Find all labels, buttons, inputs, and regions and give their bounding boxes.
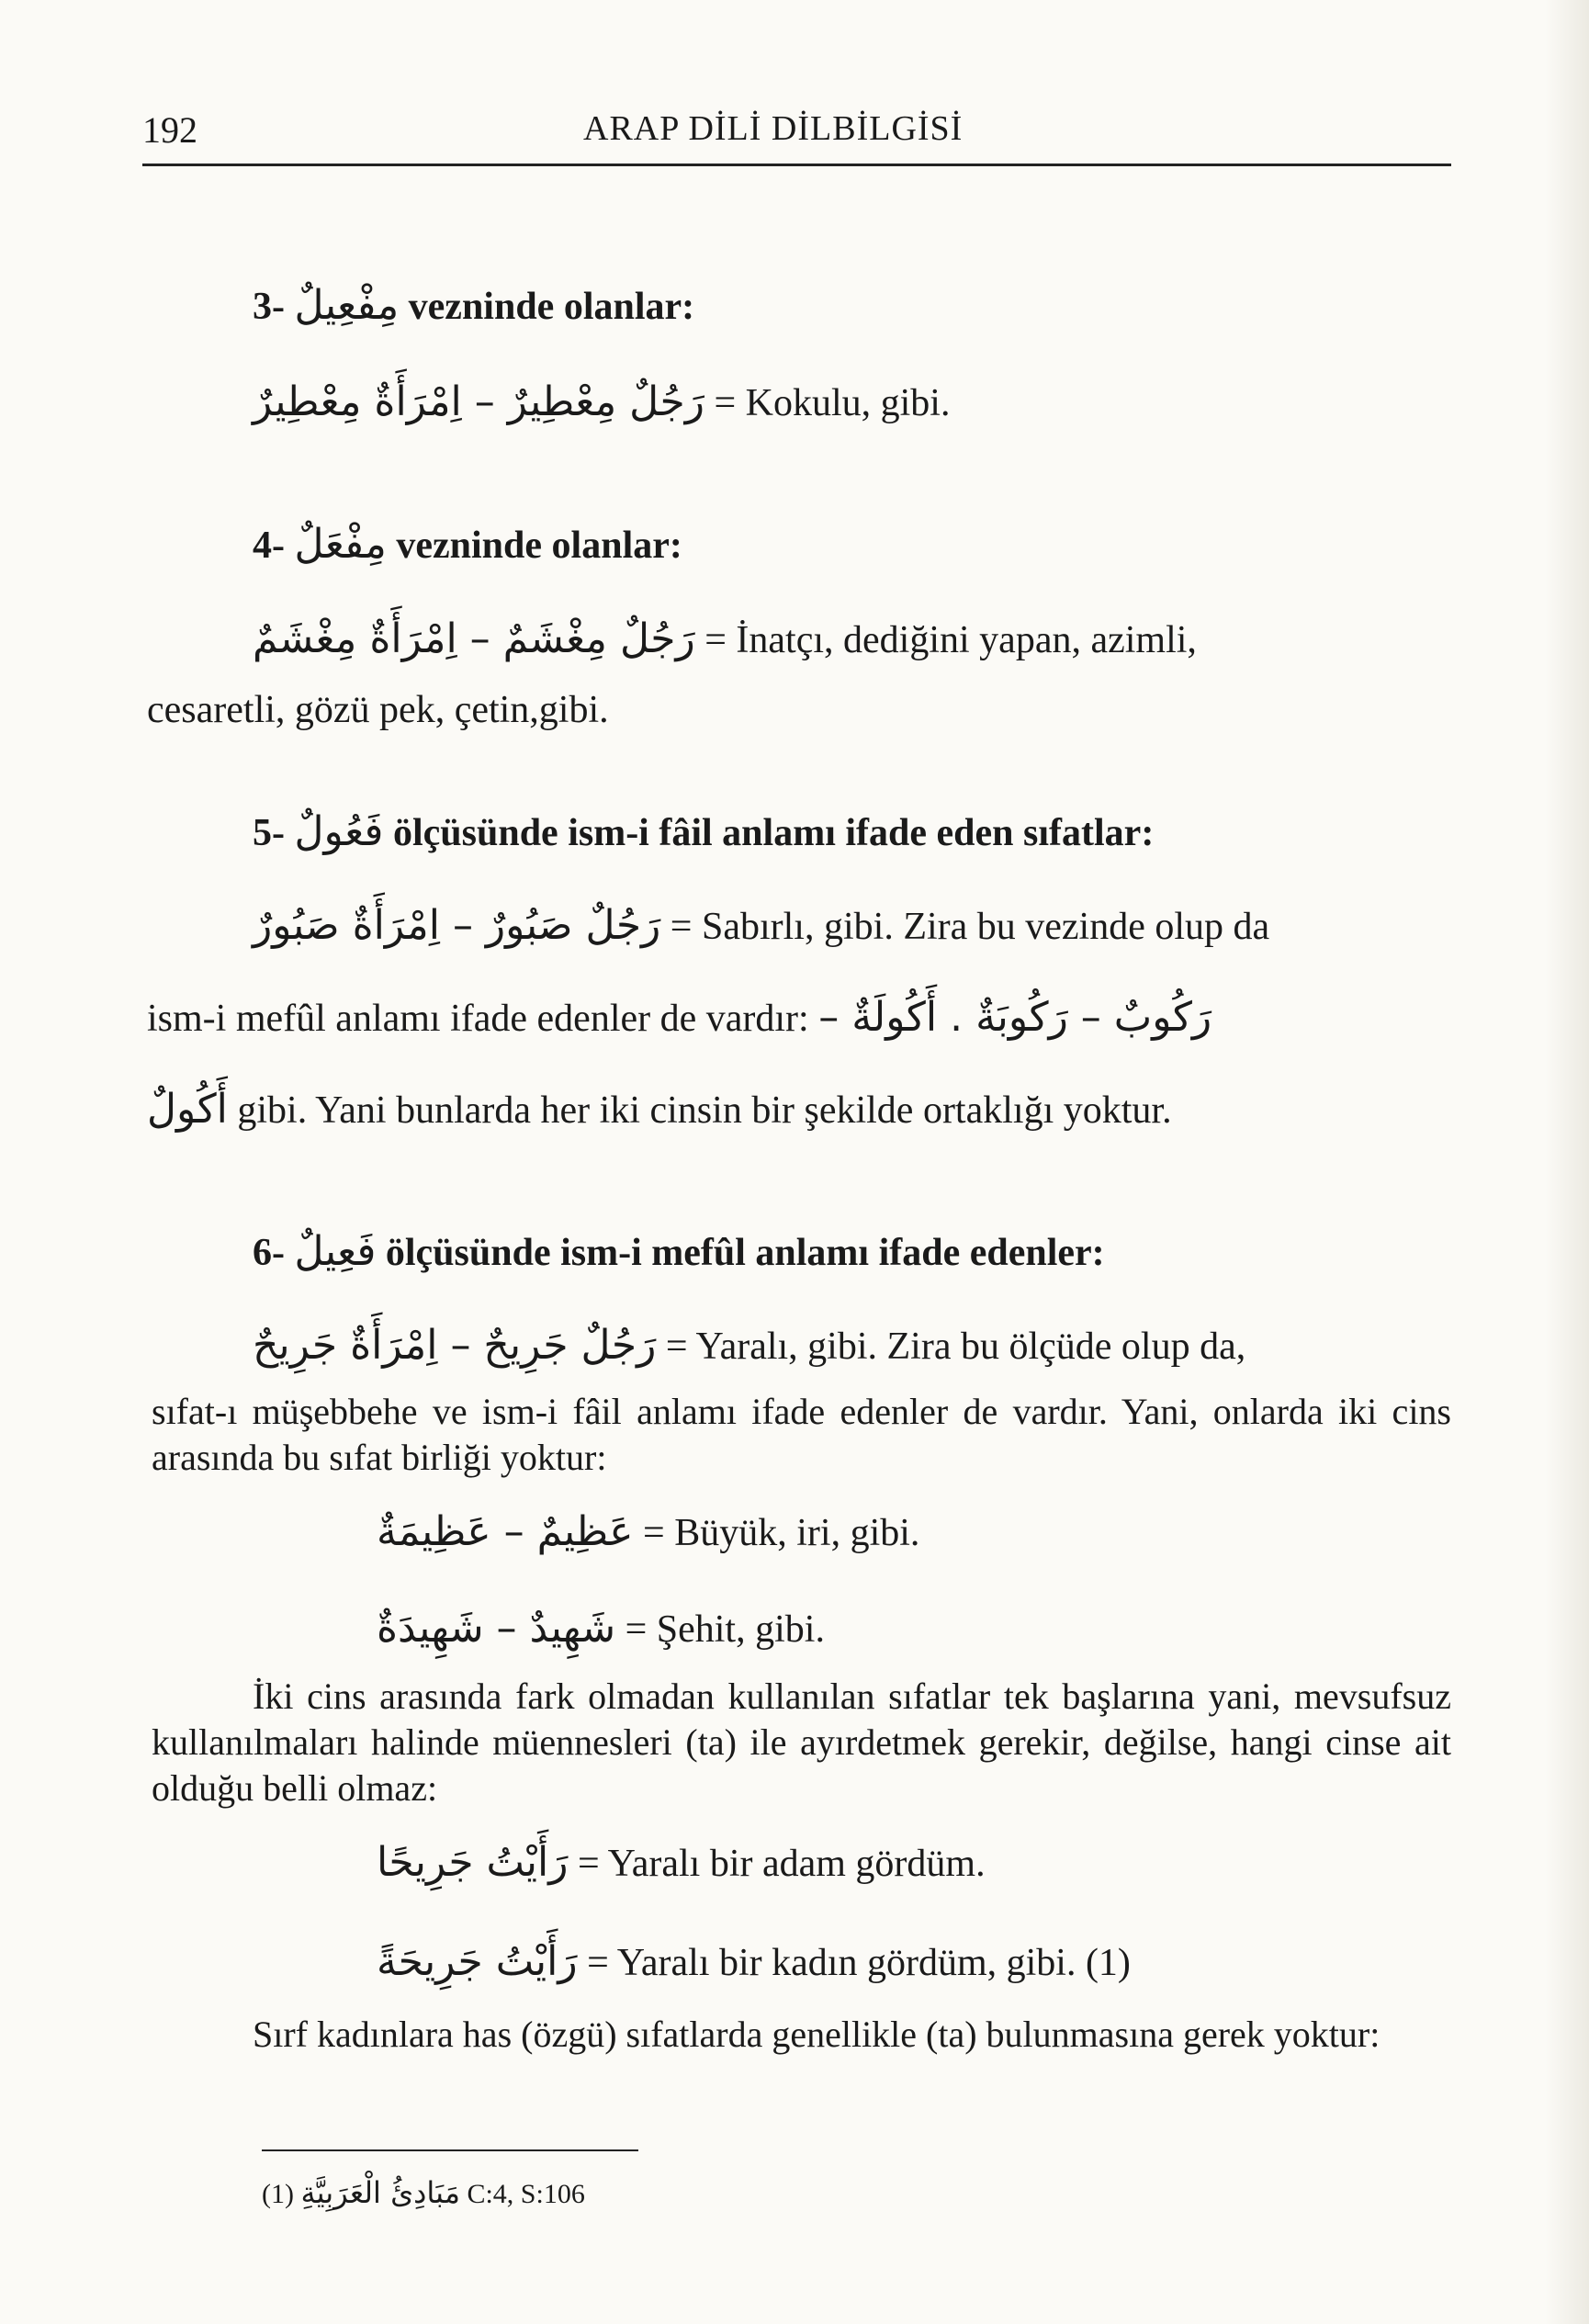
example-meaning: = Şehit, gibi. bbox=[625, 1608, 825, 1651]
example-meaning: = İnatçı, dediğini yapan, azimli, bbox=[704, 619, 1197, 661]
page-header bbox=[142, 108, 1451, 166]
footnote-divider bbox=[262, 2149, 638, 2151]
example-meaning: = Kokulu, gibi. bbox=[714, 382, 951, 424]
section-heading-text: vezninde olanlar: bbox=[396, 525, 682, 567]
example-meaning: = Yaralı bir kadın gördüm, gibi. (1) bbox=[587, 1942, 1131, 1984]
example-meaning: = Yaralı bir adam gördüm. bbox=[577, 1843, 986, 1885]
example-meaning: = Yaralı, gibi. Zira bu ölçüde olup da, bbox=[665, 1326, 1246, 1368]
example-arabic: شَهِيدٌ – شَهِيدَةٌ bbox=[377, 1605, 616, 1652]
section-4-heading bbox=[0, 519, 1589, 571]
footnote bbox=[262, 2175, 585, 2210]
paragraph: Sırf kadınlara has (özgü) sıfatlarda genellikle (ta) bulunmasına gerek yoktur: bbox=[253, 2014, 1381, 2055]
example-arabic: رَأَيْتُ جَرِيحَةً bbox=[377, 1938, 578, 1985]
page-gutter bbox=[1545, 0, 1589, 2324]
example-continuation bbox=[0, 1084, 1589, 1136]
example-arabic: رَجُلٌ جَرِيحٌ – اِمْرَأَةٌ جَرِيحٌ bbox=[253, 1322, 657, 1369]
example-line bbox=[0, 1320, 1589, 1372]
example-line bbox=[0, 614, 1589, 666]
section-3-heading bbox=[0, 280, 1589, 333]
paragraph: sıfat-ı müşebbehe ve ism-i fâil anlamı ifade edenler de vardır. Yani, onlarda iki cins arasında bu sıfat birliği yoktur: bbox=[152, 1391, 1451, 1478]
section-6-heading bbox=[0, 1226, 1589, 1279]
pattern-arabic: مِفْعِيلٌ bbox=[294, 282, 400, 329]
section-number: 6- bbox=[253, 1232, 285, 1274]
section-heading-text: ölçüsünde ism-i fâil anlamı ifade eden sıfatlar: bbox=[392, 812, 1155, 854]
section-number: 3- bbox=[253, 286, 285, 328]
pattern-arabic: فَعُولٌ bbox=[294, 808, 384, 855]
section-number: 4- bbox=[253, 525, 285, 567]
paragraph: İki cins arasında fark olmadan kullanılan sıfatlar tek başlarına yani, mevsufsuz kullanılmaları halinde müennesleri (ta) ile ayırdetmek gerekir, değilse, hangi cinse ait olduğu belli olmaz: bbox=[152, 1675, 1451, 1809]
footnote-reference: C:4, S:106 bbox=[467, 2179, 585, 2209]
line-text: ism-i mefûl anlamı ifade edenler de vardır: bbox=[147, 998, 809, 1040]
example-meaning: = Büyük, iri, gibi. bbox=[643, 1512, 920, 1554]
example-arabic: عَظِيمٌ – عَظِيمَةٌ bbox=[377, 1508, 634, 1555]
footnote-arabic: مَبَادِئُ الْعَرَبِيَّةِ bbox=[300, 2175, 460, 2210]
example-arabic: رَأَيْتُ جَرِيحًا bbox=[377, 1839, 569, 1886]
section-5-heading bbox=[0, 807, 1589, 859]
example-arabic: رَجُلٌ مِعْطِيرٌ – اِمْرَأَةٌ مِعْطِيرٌ bbox=[253, 378, 704, 425]
example-line bbox=[0, 900, 1589, 953]
example-line bbox=[0, 1506, 1589, 1559]
line-text: gibi. Yani bunlarda her iki cinsin bir şekilde ortaklığı yoktur. bbox=[237, 1089, 1172, 1132]
inline-arabic: رَكُوبٌ – رَكُوبَةٌ . أَكُولَةٌ – bbox=[818, 994, 1212, 1041]
footnote-marker: (1) bbox=[262, 2179, 294, 2209]
running-title: ARAP DİLİ DİLBİLGİSİ bbox=[583, 109, 964, 148]
example-arabic: رَجُلٌ مِغْشَمٌ – اِمْرَأَةٌ مِغْشَمٌ bbox=[253, 615, 695, 662]
section-heading-text: ölçüsünde ism-i mefûl anlamı ifade edenler: bbox=[385, 1232, 1105, 1274]
example-arabic: رَجُلٌ صَبُورٌ – اِمْرَأَةٌ صَبُورٌ bbox=[253, 902, 661, 949]
inline-arabic: أَكُولٌ bbox=[147, 1086, 228, 1133]
page-number: 192 bbox=[142, 109, 197, 151]
example-line bbox=[0, 1936, 1589, 1989]
example-meaning-cont: cesaretli, gözü pek, çetin,gibi. bbox=[147, 689, 609, 731]
example-meaning: = Sabırlı, gibi. Zira bu vezinde olup da bbox=[670, 906, 1270, 948]
example-line bbox=[0, 1837, 1589, 1890]
pattern-arabic: فَعِيلٌ bbox=[294, 1228, 377, 1275]
pattern-arabic: مِفْعَلٌ bbox=[294, 521, 387, 568]
example-continuation bbox=[0, 992, 1589, 1044]
section-number: 5- bbox=[253, 812, 285, 854]
section-heading-text: vezninde olanlar: bbox=[408, 286, 695, 328]
example-continuation bbox=[0, 684, 1589, 736]
example-line bbox=[0, 1603, 1589, 1655]
example-line bbox=[0, 377, 1589, 429]
